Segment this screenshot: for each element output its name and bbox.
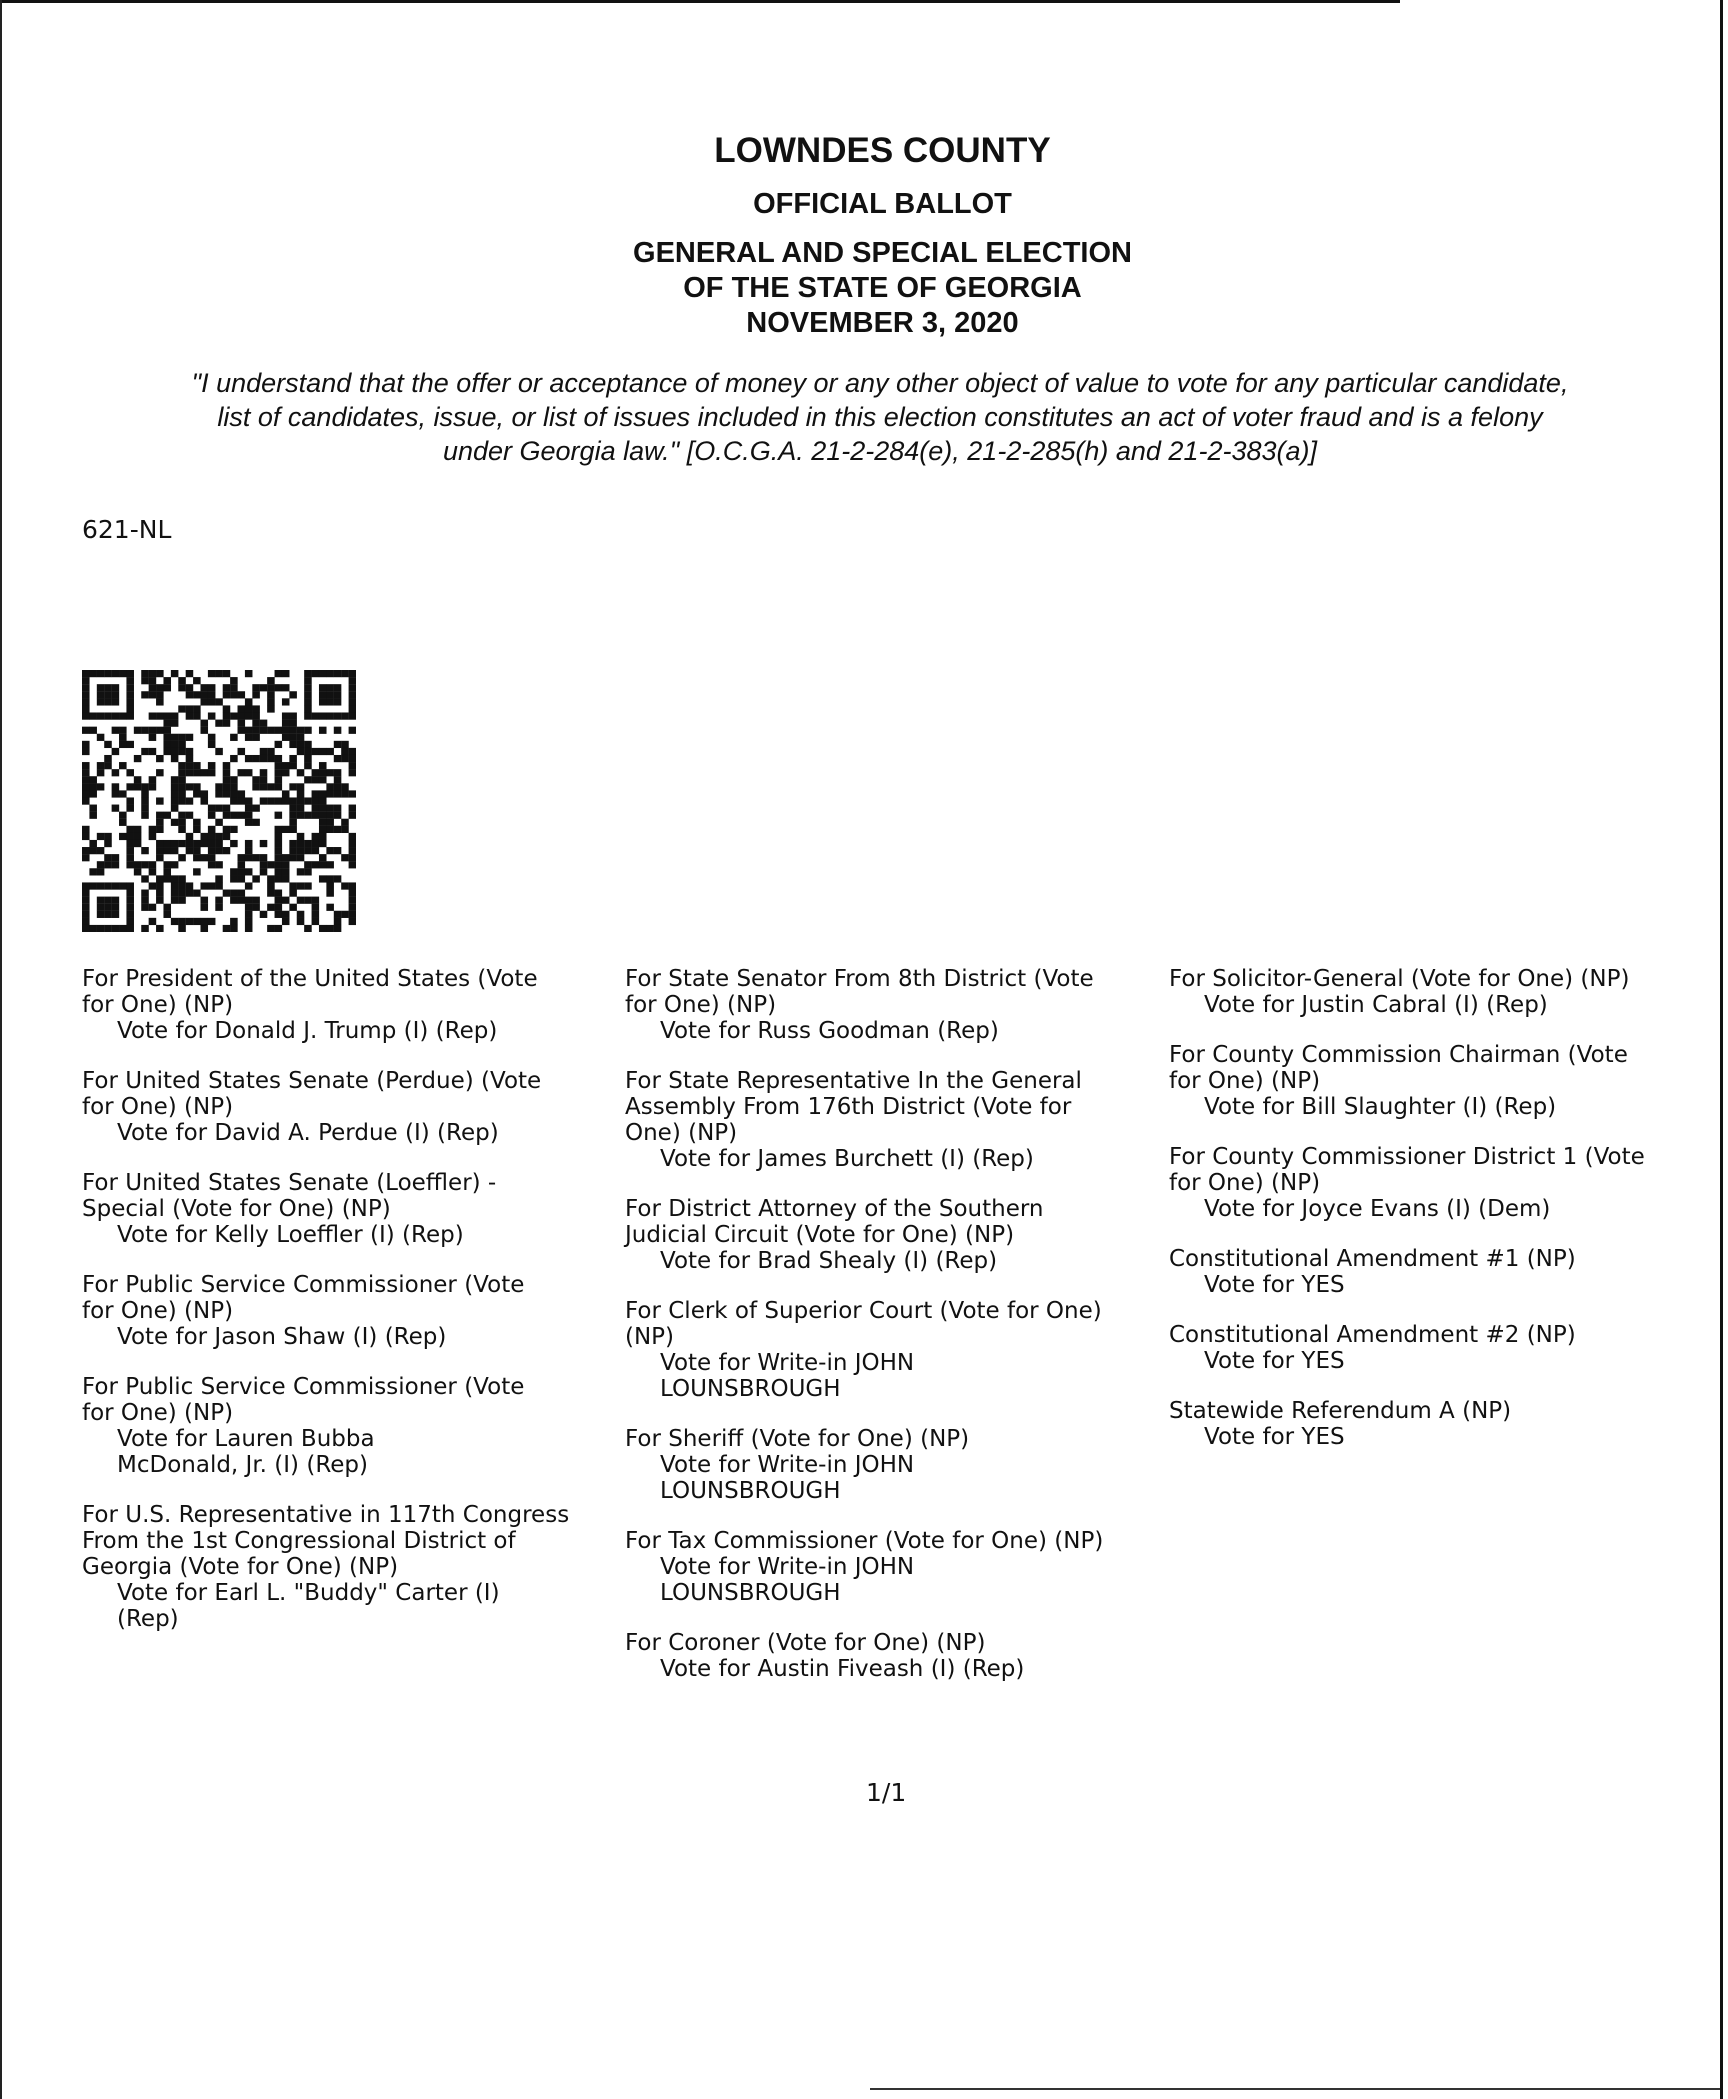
vote-selection: Vote for Write-in JOHN LOUNSBROUGH xyxy=(660,1554,915,1606)
contest xyxy=(625,1298,1165,1402)
contest xyxy=(82,1068,622,1146)
vote-selection: Vote for YES xyxy=(1204,1272,1345,1298)
contest xyxy=(625,966,1165,1044)
contest xyxy=(82,1272,622,1350)
election-line-2: OF THE STATE OF GEORGIA xyxy=(683,272,1082,304)
county-title: LOWNDES COUNTY xyxy=(714,131,1051,170)
vote-selection: Vote for Lauren Bubba McDonald, Jr. (I) (Rep) xyxy=(117,1426,375,1478)
contest-title: For United States Senate (Perdue) (Vote for One) (NP) xyxy=(82,1068,542,1120)
contest xyxy=(82,966,622,1044)
vote-selection: Vote for Earl L. "Buddy" Carter (I) (Rep) xyxy=(117,1580,500,1632)
vote-selection: Vote for James Burchett (I) (Rep) xyxy=(660,1146,1034,1172)
contest xyxy=(1169,1322,1728,1374)
contest-title: Constitutional Amendment #1 (NP) xyxy=(1169,1246,1576,1272)
vote-selection: Vote for Donald J. Trump (I) (Rep) xyxy=(117,1018,498,1044)
vote-selection: Vote for Joyce Evans (I) (Dem) xyxy=(1204,1196,1551,1222)
bottom-border xyxy=(870,2088,1720,2090)
contest-title: For U.S. Representative in 117th Congress From the 1st Congressional District of Georgia (Vote for One) (NP) xyxy=(82,1502,570,1580)
official-ballot-title: OFFICIAL BALLOT xyxy=(753,188,1012,220)
vote-selection: Vote for Justin Cabral (I) (Rep) xyxy=(1204,992,1548,1018)
contest-title: For Clerk of Superior Court (Vote for One) (NP) xyxy=(625,1298,1102,1350)
contest-title: For Public Service Commissioner (Vote for One) (NP) xyxy=(82,1374,525,1426)
contest-title: For President of the United States (Vote for One) (NP) xyxy=(82,966,538,1018)
vote-selection: Vote for Russ Goodman (Rep) xyxy=(660,1018,999,1044)
contest xyxy=(625,1068,1165,1172)
contest-title: Constitutional Amendment #2 (NP) xyxy=(1169,1322,1576,1348)
vote-selection: Vote for Austin Fiveash (I) (Rep) xyxy=(660,1656,1025,1682)
contest xyxy=(1169,1042,1728,1120)
vote-selection: Vote for David A. Perdue (I) (Rep) xyxy=(117,1120,499,1146)
contest-title: For County Commissioner District 1 (Vote for One) (NP) xyxy=(1169,1144,1645,1196)
vote-selection: Vote for Jason Shaw (I) (Rep) xyxy=(117,1324,447,1350)
contest-title: For Sheriff (Vote for One) (NP) xyxy=(625,1426,970,1452)
vote-selection: Vote for Kelly Loeffler (I) (Rep) xyxy=(117,1222,464,1248)
voter-fraud-statement xyxy=(60,366,1700,468)
contest-column-3 xyxy=(1169,966,1728,1474)
vote-selection: Vote for Write-in JOHN LOUNSBROUGH xyxy=(660,1452,915,1504)
vote-selection: Vote for YES xyxy=(1204,1424,1345,1450)
election-line-1: GENERAL AND SPECIAL ELECTION xyxy=(633,237,1132,269)
contest-title: For Tax Commissioner (Vote for One) (NP) xyxy=(625,1528,1104,1554)
contest-title: For District Attorney of the Southern Judicial Circuit (Vote for One) (NP) xyxy=(625,1196,1044,1248)
contest xyxy=(625,1426,1165,1504)
contest-column-2 xyxy=(625,966,1165,1706)
page-number: 1/1 xyxy=(866,1778,907,1807)
top-border xyxy=(0,0,1400,3)
contest-title: For United States Senate (Loeffler) - Special (Vote for One) (NP) xyxy=(82,1170,497,1222)
contest-title: For Solicitor-General (Vote for One) (NP) xyxy=(1169,966,1630,992)
contest-column-1 xyxy=(82,966,622,1656)
contest-title: For Coroner (Vote for One) (NP) xyxy=(625,1630,986,1656)
oath-line-3: under Georgia law." [O.C.G.A. 21-2-284(e), 21-2-285(h) and 21-2-383(a)] xyxy=(442,436,1318,466)
contest xyxy=(625,1196,1165,1274)
oath-line-1: "I understand that the offer or acceptance of money or any other object of value to vote for any particular candidate, xyxy=(191,368,1569,398)
election-title xyxy=(0,236,1728,341)
contest xyxy=(625,1630,1165,1682)
vote-selection: Vote for Brad Shealy (I) (Rep) xyxy=(660,1248,998,1274)
contest-title: Statewide Referendum A (NP) xyxy=(1169,1398,1512,1424)
contest xyxy=(82,1170,622,1248)
contest xyxy=(1169,1144,1728,1222)
vote-selection: Vote for Bill Slaughter (I) (Rep) xyxy=(1204,1094,1557,1120)
ballot-header xyxy=(0,130,1728,341)
contest xyxy=(625,1528,1165,1606)
contest xyxy=(82,1502,622,1632)
contest-title: For State Representative In the General Assembly From 176th District (Vote for One) (NP) xyxy=(625,1068,1082,1146)
contest xyxy=(1169,1398,1728,1450)
vote-selection: Vote for Write-in JOHN LOUNSBROUGH xyxy=(660,1350,915,1402)
qr-code-icon xyxy=(82,670,356,932)
contest-title: For County Commission Chairman (Vote for One) (NP) xyxy=(1169,1042,1628,1094)
contest xyxy=(1169,966,1728,1018)
contest xyxy=(1169,1246,1728,1298)
contest-title: For Public Service Commissioner (Vote for One) (NP) xyxy=(82,1272,525,1324)
contest-title: For State Senator From 8th District (Vote for One) (NP) xyxy=(625,966,1094,1018)
vote-selection: Vote for YES xyxy=(1204,1348,1345,1374)
election-date: NOVEMBER 3, 2020 xyxy=(746,307,1019,339)
contest xyxy=(82,1374,622,1478)
ballot-style-id: 621-NL xyxy=(82,515,172,544)
oath-line-2: list of candidates, issue, or list of issues included in this election constitutes an act of voter fraud and is a felony xyxy=(217,402,1543,432)
